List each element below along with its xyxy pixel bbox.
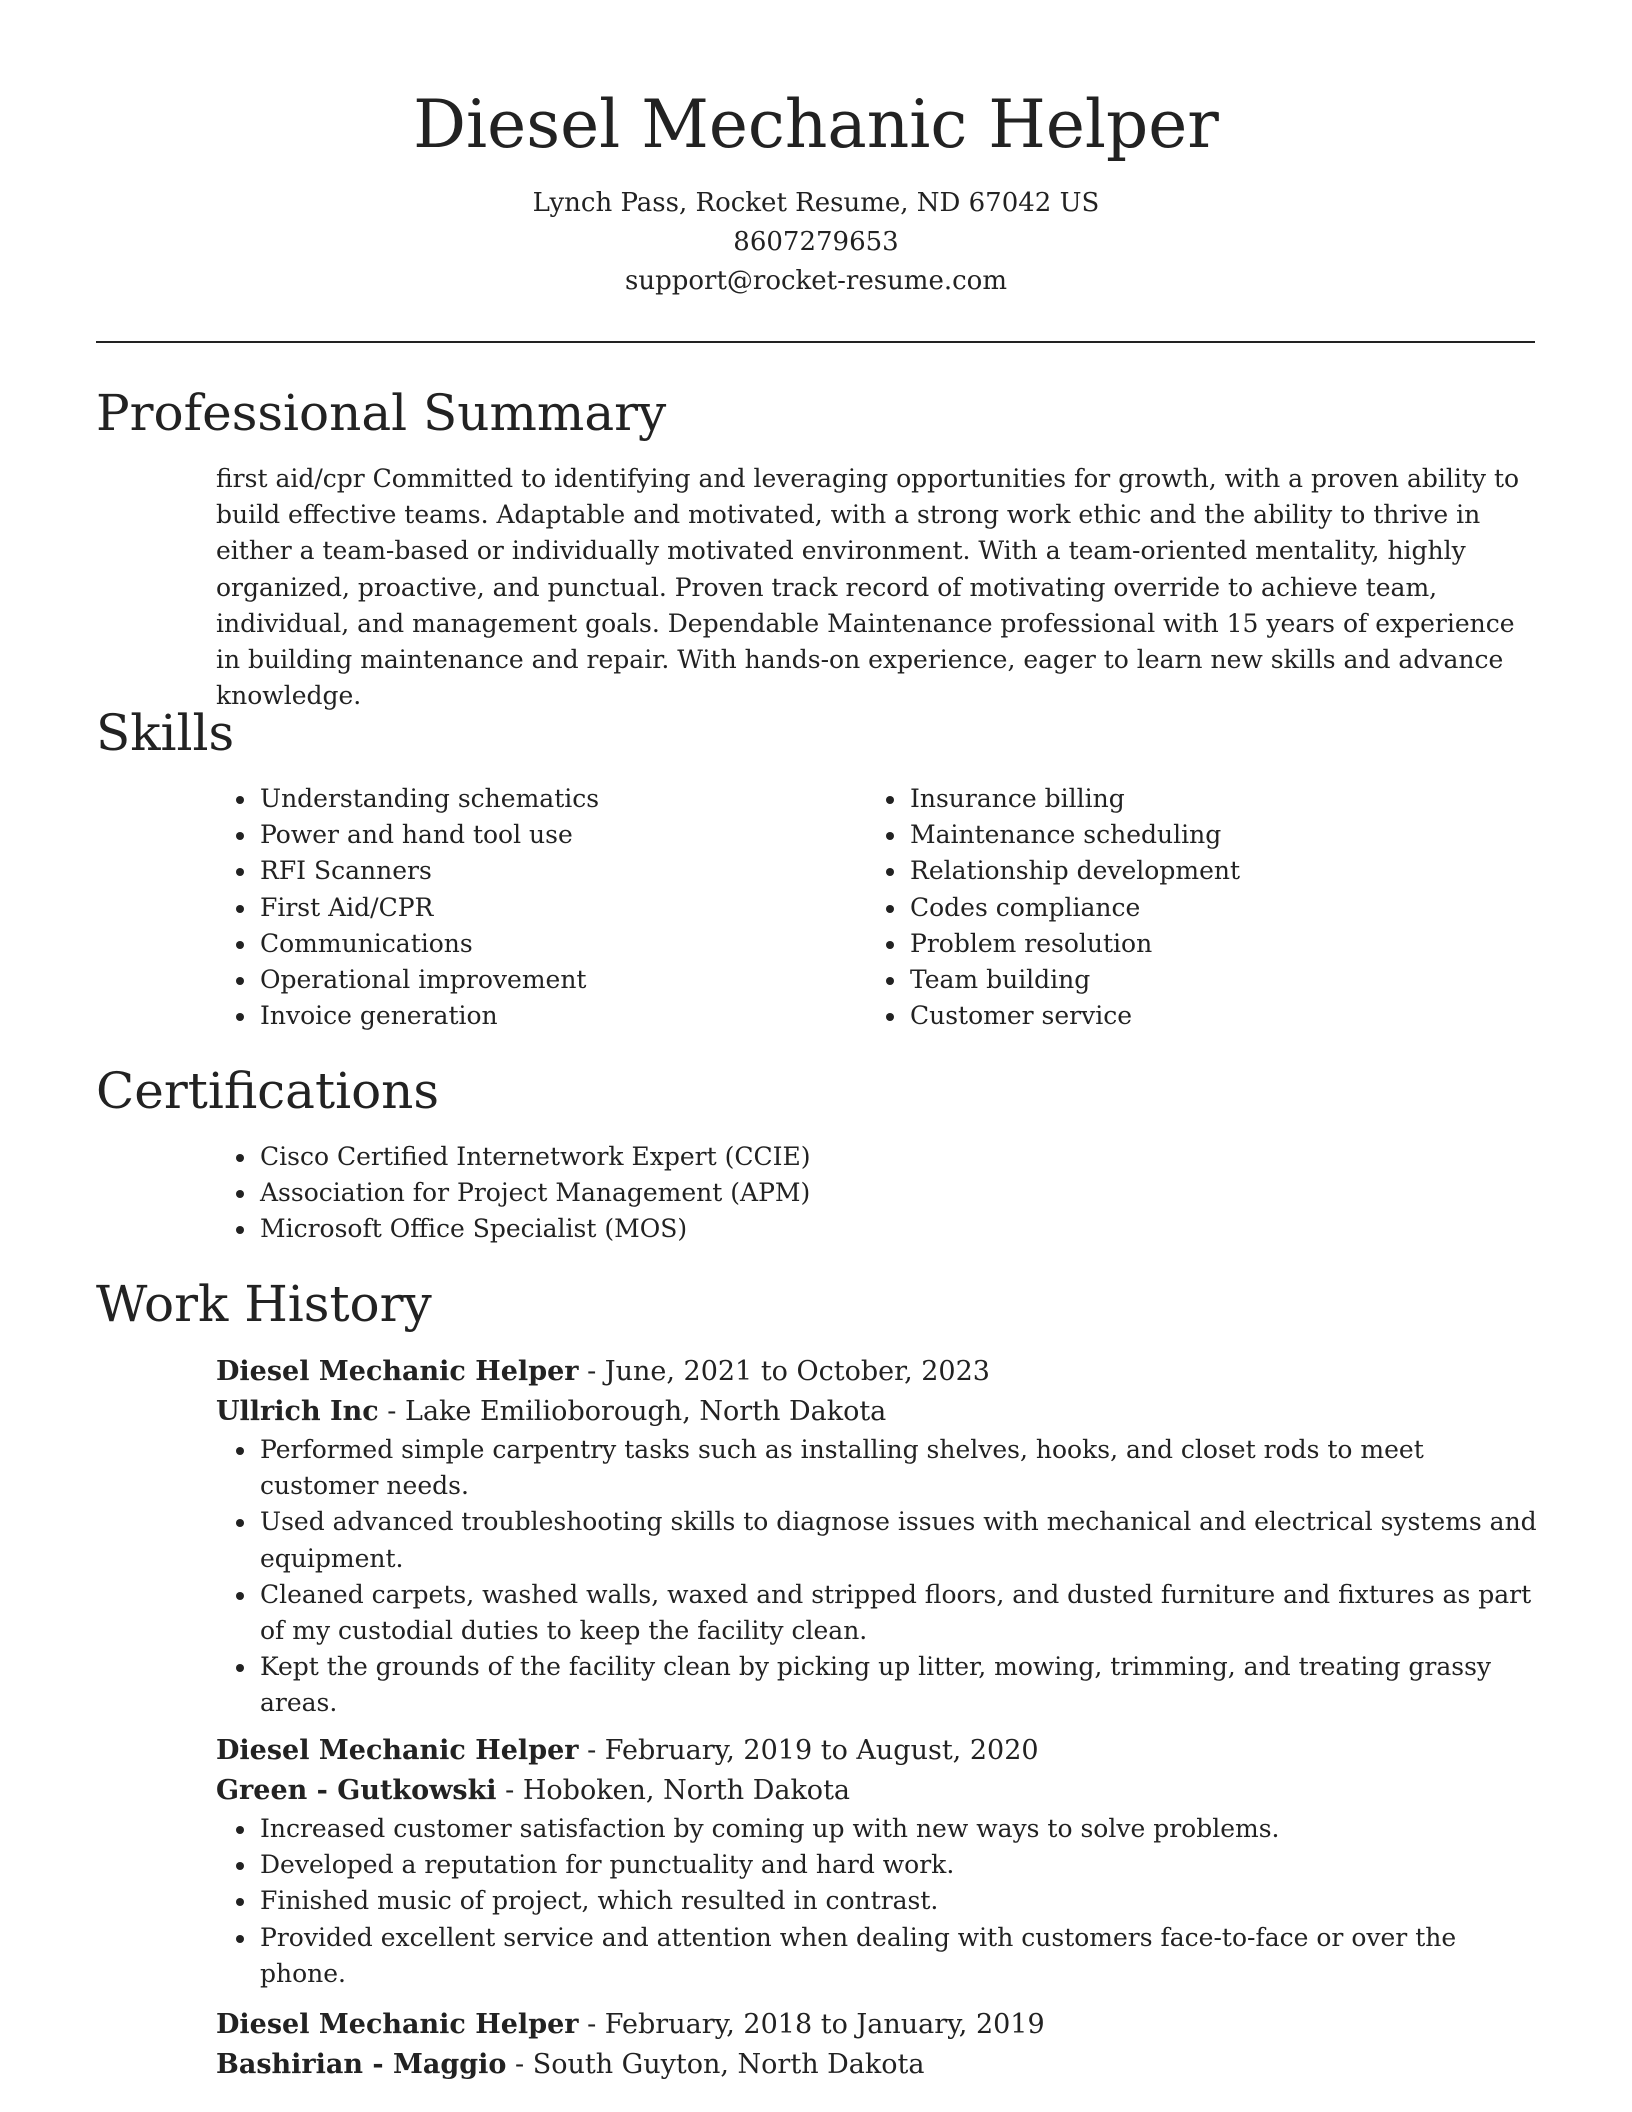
summary-heading: Professional Summary xyxy=(96,384,667,442)
job-location: Hoboken, North Dakota xyxy=(522,1775,851,1806)
skill-item: Insurance billing xyxy=(866,781,1506,817)
job-dates: February, 2018 to January, 2019 xyxy=(604,2009,1045,2040)
skill-item: Team building xyxy=(866,962,1506,998)
certification-item: Cisco Certified Internetwork Expert (CCIE) xyxy=(216,1139,1516,1175)
skill-item: Understanding schematics xyxy=(216,781,856,817)
job-company-line: Ullrich Inc - Lake Emilioborough, North Dakota xyxy=(216,1396,887,1427)
certification-item: Association for Project Management (APM) xyxy=(216,1175,1516,1211)
job-title-line: Diesel Mechanic Helper - February, 2019 to August, 2020 xyxy=(216,1735,1039,1766)
work-history-heading: Work History xyxy=(96,1275,432,1333)
job-title-line: Diesel Mechanic Helper - February, 2018 to January, 2019 xyxy=(216,2009,1045,2040)
certifications-list xyxy=(216,1139,1516,1248)
job-company-line: Green - Gutkowski - Hoboken, North Dakota xyxy=(216,1775,851,1806)
job-title: Diesel Mechanic Helper xyxy=(216,2009,579,2040)
header-divider xyxy=(96,341,1535,343)
skill-item: Communications xyxy=(216,926,856,962)
job-company: Bashirian - Maggio xyxy=(216,2049,507,2080)
job-duty: Cleaned carpets, washed walls, waxed and stripped floors, and dusted furniture and fixtures as part of my custodial duties to keep the facility clean. xyxy=(216,1577,1540,1649)
contact-phone: 8607279653 xyxy=(733,227,899,257)
resume-header xyxy=(0,80,1632,301)
job-duty: Increased customer satisfaction by coming up with new ways to solve problems. xyxy=(216,1811,1540,1847)
skills-heading: Skills xyxy=(96,704,235,762)
job-company: Green - Gutkowski xyxy=(216,1775,497,1806)
job-duty: Performed simple carpentry tasks such as installing shelves, hooks, and closet rods to meet customer needs. xyxy=(216,1432,1540,1504)
skill-item: RFI Scanners xyxy=(216,853,856,889)
job-company-line: Bashirian - Maggio - South Guyton, North Dakota xyxy=(216,2049,925,2080)
skill-item: Relationship development xyxy=(866,853,1506,889)
skill-item: Invoice generation xyxy=(216,998,856,1034)
job-entry xyxy=(216,1731,1540,1992)
job-location: South Guyton, North Dakota xyxy=(532,2049,925,2080)
job-duty: Provided excellent service and attention when dealing with customers face-to-face or over the phone. xyxy=(216,1920,1540,1992)
contact-address: Lynch Pass, Rocket Resume, ND 67042 US xyxy=(532,188,1100,218)
job-location: Lake Emilioborough, North Dakota xyxy=(405,1396,887,1427)
skill-item: Codes compliance xyxy=(866,890,1506,926)
summary-text: first aid/cpr Committed to identifying and leveraging opportunities for growth, with a proven ability to build effective teams. Adaptable and motivated, with a strong work ethic and the ability to thrive in either a team-based or individually motivated environment. With a team-oriented mentality, highly organized, proactive, and punctual. Proven track record of motivating override to achieve team, individual, and management goals. Dependable Maintenance professional with 15 years of experience in building maintenance and repair. With hands-on experience, eager to learn new skills and advance knowledge. xyxy=(216,464,1520,711)
job-title-line: Diesel Mechanic Helper - June, 2021 to October, 2023 xyxy=(216,1356,990,1387)
skill-item: Power and hand tool use xyxy=(216,817,856,853)
contact-email: support@rocket-resume.com xyxy=(624,266,1007,296)
job-duties-list xyxy=(216,1811,1540,1992)
skill-item: Problem resolution xyxy=(866,926,1506,962)
job-entry xyxy=(216,2005,1540,2085)
job-dates: February, 2019 to August, 2020 xyxy=(604,1735,1039,1766)
job-duty: Kept the grounds of the facility clean by picking up litter, mowing, trimming, and treating grassy areas. xyxy=(216,1649,1540,1721)
job-duty: Finished music of project, which resulted in contrast. xyxy=(216,1883,1540,1919)
job-duty: Developed a reputation for punctuality and hard work. xyxy=(216,1847,1540,1883)
job-company: Ullrich Inc xyxy=(216,1396,379,1427)
job-title: Diesel Mechanic Helper xyxy=(216,1356,579,1387)
certifications-heading: Certifications xyxy=(96,1062,440,1120)
job-dates: June, 2021 to October, 2023 xyxy=(604,1356,990,1387)
skills-list-left xyxy=(216,781,856,1034)
certification-item: Microsoft Office Specialist (MOS) xyxy=(216,1211,1516,1247)
skill-item: Maintenance scheduling xyxy=(866,817,1506,853)
job-entry xyxy=(216,1352,1540,1722)
skill-item: First Aid/CPR xyxy=(216,890,856,926)
candidate-name: Diesel Mechanic Helper xyxy=(413,86,1219,163)
job-duty: Used advanced troubleshooting skills to diagnose issues with mechanical and electrical systems and equipment. xyxy=(216,1504,1540,1576)
job-title: Diesel Mechanic Helper xyxy=(216,1735,579,1766)
job-duties-list xyxy=(216,1432,1540,1722)
skill-item: Customer service xyxy=(866,998,1506,1034)
skill-item: Operational improvement xyxy=(216,962,856,998)
skills-list-right xyxy=(866,781,1506,1034)
